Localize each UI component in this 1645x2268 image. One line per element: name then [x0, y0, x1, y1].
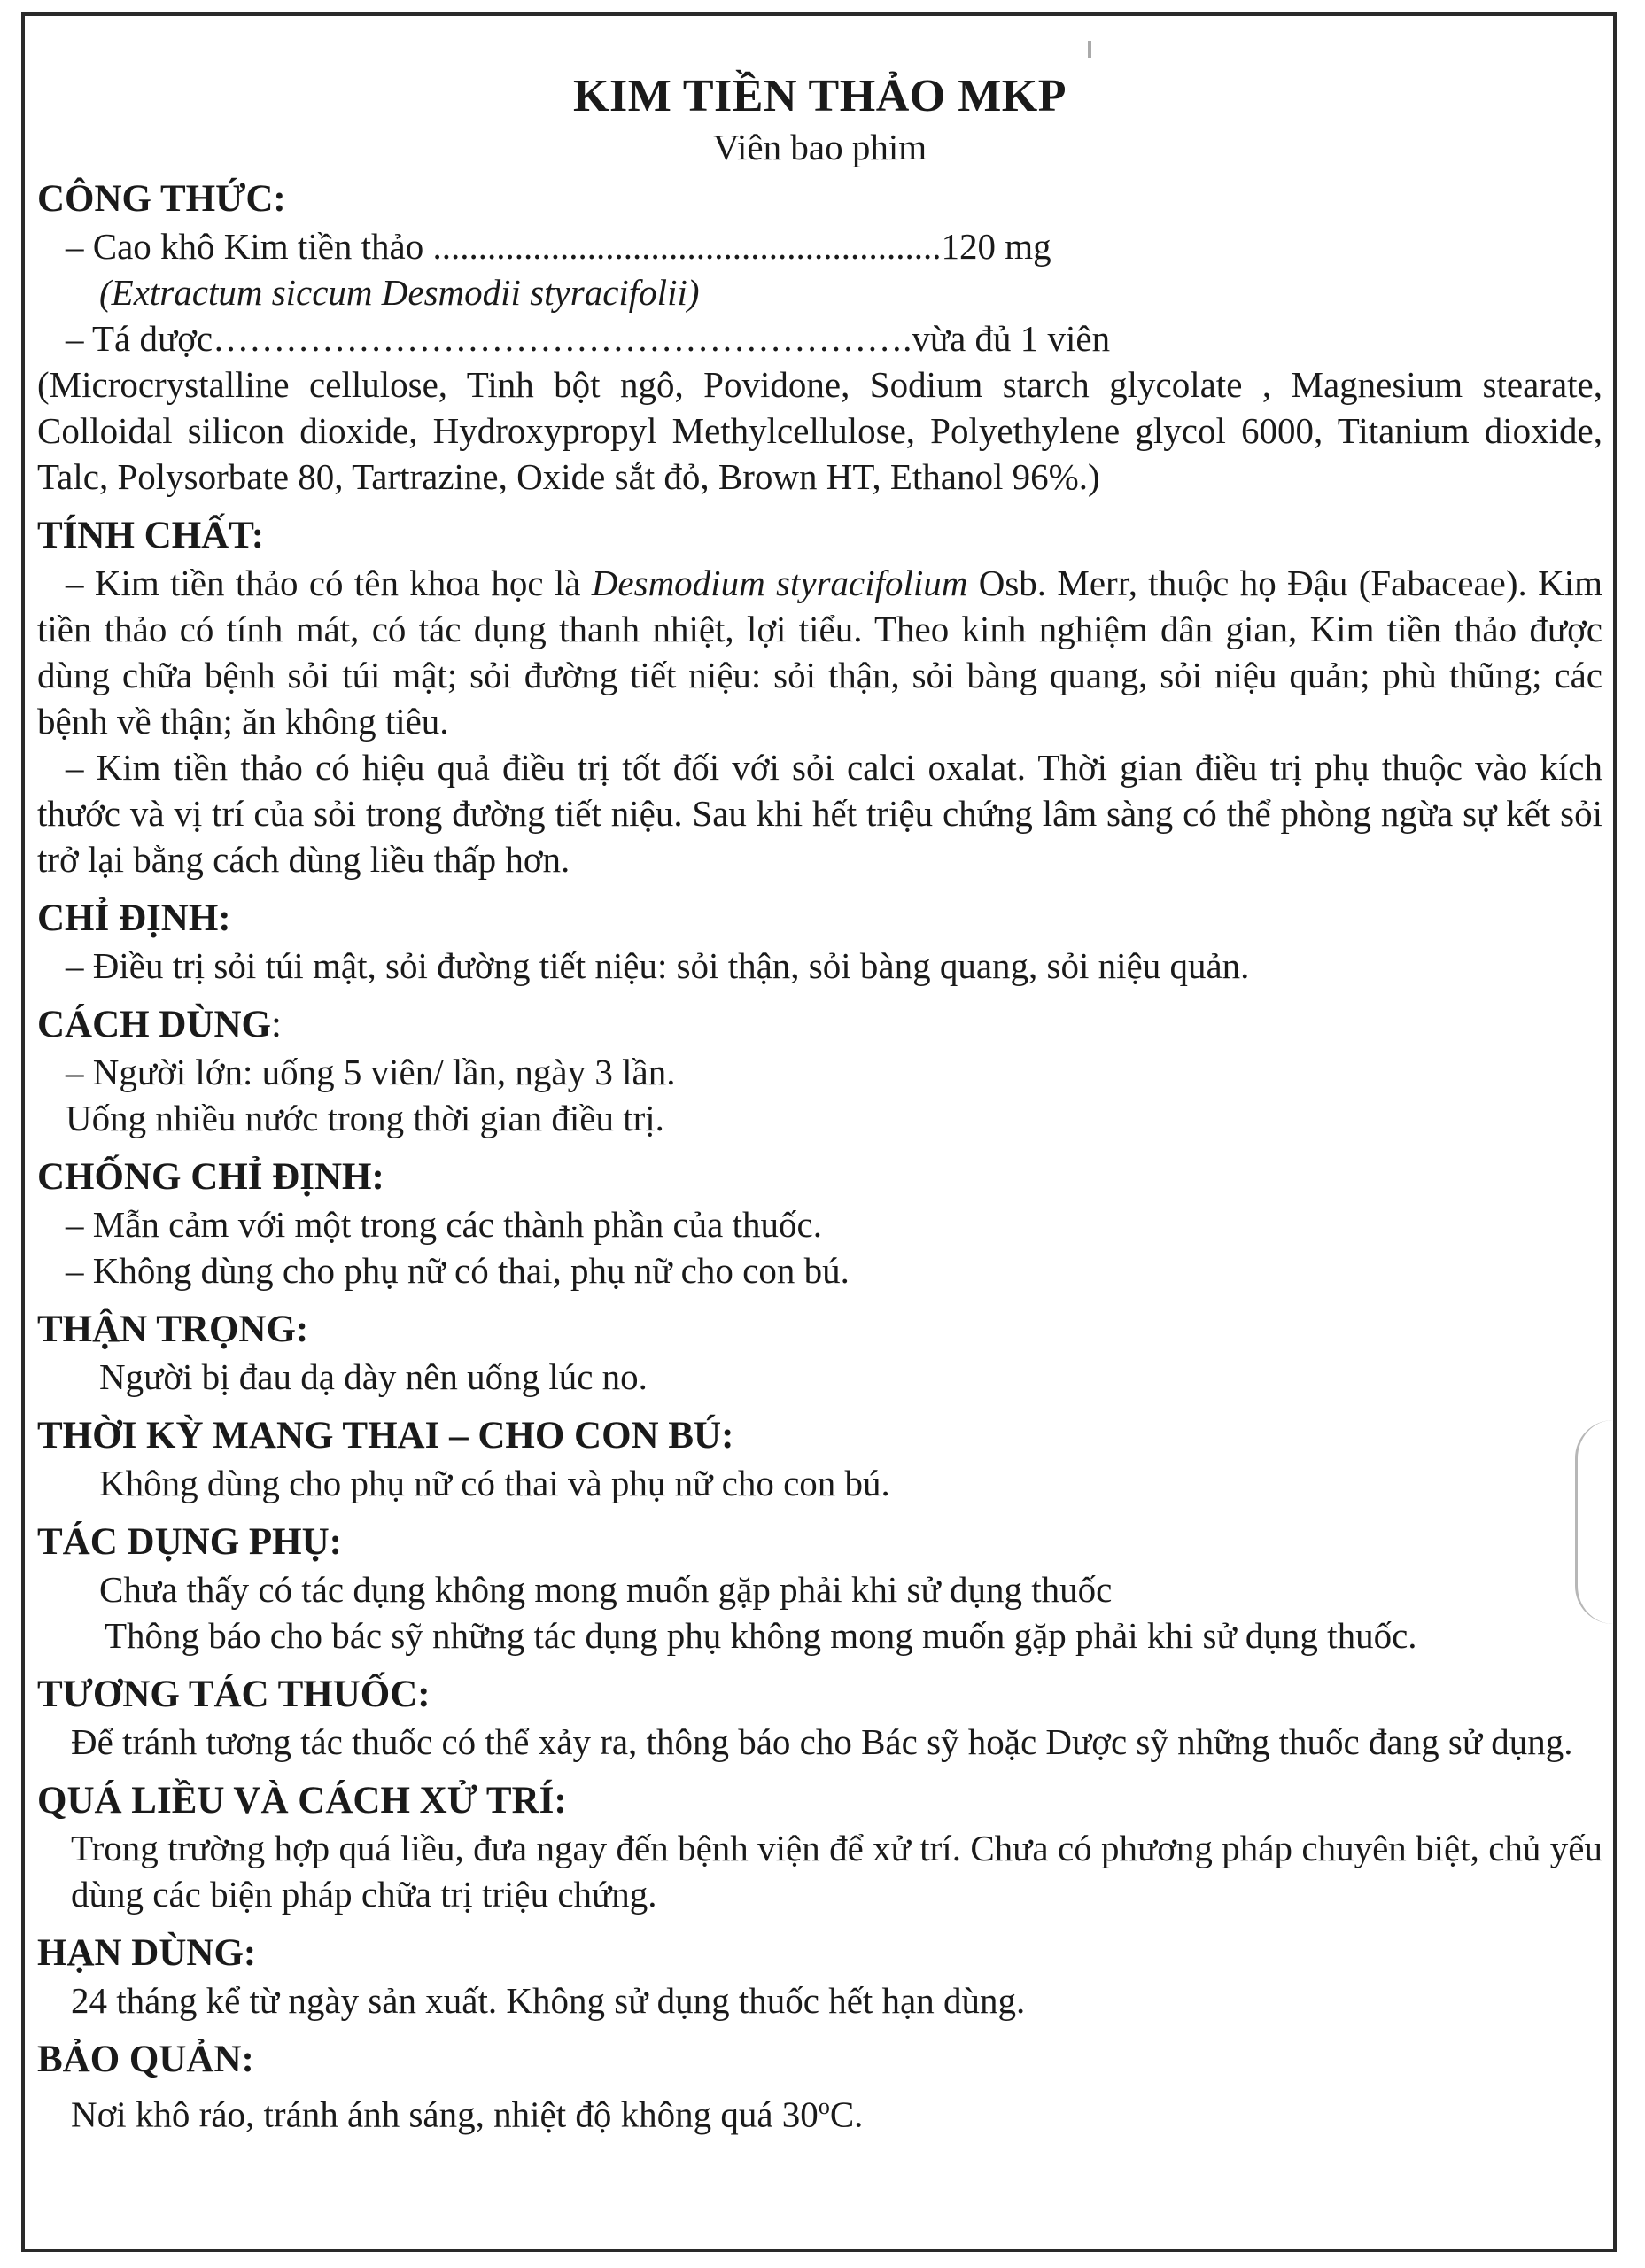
section-heading-interactions: TƯƠNG TÁC THUỐC: [37, 1674, 431, 1715]
section-heading-properties: TÍNH CHẤT: [37, 515, 265, 556]
section-heading-overdose: QUÁ LIỀU VÀ CÁCH XỬ TRÍ: [37, 1780, 567, 1821]
storage-unit: C. [829, 2093, 864, 2135]
indications-item: – Điều trị sỏi túi mật, sỏi đường tiết niệu: sỏi thận, sỏi bàng quang, sỏi niệu quản. [66, 945, 1250, 986]
section-heading-contraindications: CHỐNG CHỈ ĐỊNH: [37, 1156, 384, 1198]
document-body [37, 69, 1602, 2138]
scan-mark [1088, 41, 1091, 58]
document-page [21, 12, 1617, 2252]
section-heading-precautions: THẬN TRỌNG: [37, 1309, 309, 1350]
properties-paragraph-1 [37, 560, 1602, 744]
properties-paragraph-2: – Kim tiền thảo có hiệu quả điều trị tốt đối với sỏi calci oxalat. Thời gian điều trị phụ thuộc vào kích thước và vị trí của sỏi trong đường tiết niệu. Sau khi hết triệu chứng lâm sàng có thể phòng ngừa sự kết sỏi trở lại bằng cách dùng liều thấp hơn. [37, 747, 1602, 880]
side-effects-item-1: Chưa thấy có tác dụng không mong muốn gặp phải khi sử dụng thuốc [99, 1569, 1113, 1610]
usage-item-water: Uống nhiều nước trong thời gian điều trị. [66, 1098, 664, 1138]
side-effects-item-2: Thông báo cho bác sỹ những tác dụng phụ không mong muốn gặp phải khi sử dụng thuốc. [105, 1615, 1417, 1656]
formula-item-extract: – Cao khô Kim tiền thảo ........................................................120 mg [66, 226, 1051, 267]
document-title: KIM TIỀN THẢO MKP [573, 71, 1067, 121]
contraindications-item-1: – Mẫn cảm với một trong các thành phần của thuốc. [66, 1204, 822, 1245]
usage-heading-colon: : [270, 1004, 282, 1045]
contraindications-item-2: – Không dùng cho phụ nữ có thai, phụ nữ cho con bú. [66, 1250, 850, 1291]
document-subtitle: Viên bao phim [712, 127, 927, 167]
formula-item-excipient: – Tá dược………………………………………………….vừa đủ 1 viên [66, 318, 1111, 359]
section-heading-side-effects: TÁC DỤNG PHỤ: [37, 1521, 342, 1563]
formula-excipient-list: (Microcrystalline cellulose, Tinh bột ngô, Povidone, Sodium starch glycolate , Magnesium stearate, Colloidal silicon dioxide, Hydroxypropyl Methylcellulose, Polyethylene glycol 6000, Titanium dioxide, Talc, Polysorbate 80, Tartrazine, Oxide sắt đỏ, Brown HT, Ethanol 96%.) [37, 364, 1602, 497]
overdose-item: Trong trường hợp quá liều, đưa ngay đến bệnh viện để xử trí. Chưa có phương pháp chuyên biệt, chủ yếu dùng các biện pháp chữa trị triệu chứng. [71, 1828, 1602, 1915]
section-heading-formula: CÔNG THỨC: [37, 178, 286, 220]
storage-text: Nơi khô ráo, tránh ánh sáng, nhiệt độ không quá 30 [71, 2093, 819, 2135]
pregnancy-item: Không dùng cho phụ nữ có thai và phụ nữ cho con bú. [99, 1463, 890, 1503]
properties-p1-end: Osb. Merr, thuộc họ Đậu (Fabaceae). Kim tiền thảo có tính mát, có tác dụng thanh nhiệt, lợi tiểu. Theo kinh nghiệm dân gian, Kim tiền thảo được dùng chữa bệnh sỏi túi mật; sỏi đường tiết niệu: sỏi thận, sỏi bàng quang, sỏi niệu quản; phù thũng; các bệnh về thận; ăn không tiêu. [37, 563, 1603, 742]
properties-p1-start: – Kim tiền thảo có tên khoa học là [66, 563, 592, 603]
precautions-item: Người bị đau dạ dày nên uống lúc no. [99, 1356, 648, 1397]
section-heading-storage: BẢO QUẢN: [37, 2039, 254, 2080]
section-heading-indications: CHỈ ĐỊNH: [37, 897, 231, 939]
section-heading-pregnancy: THỜI KỲ MANG THAI – CHO CON BÚ: [37, 1415, 734, 1456]
latin-name: (Extractum siccum Desmodii styracifolii) [99, 272, 700, 313]
section-heading-shelf-life: HẠN DÙNG: [37, 1932, 257, 1974]
usage-item-adult: – Người lớn: uống 5 viên/ lần, ngày 3 lần. [66, 1052, 676, 1092]
formula-item-latin [37, 269, 1602, 315]
shelf-life-item: 24 tháng kể từ ngày sản xuất. Không sử dụng thuốc hết hạn dùng. [71, 1980, 1026, 2021]
section-heading-usage [37, 1001, 1602, 1049]
degree-sup: o [818, 2093, 830, 2119]
storage-item [37, 2084, 1602, 2138]
interactions-item: Để tránh tương tác thuốc có thể xảy ra, thông báo cho Bác sỹ hoặc Dược sỹ những thuốc đang sử dụng. [71, 1721, 1573, 1762]
usage-heading-text: CÁCH DÙNG [37, 1004, 271, 1045]
properties-p1-latin: Desmodium styracifolium [591, 563, 968, 603]
